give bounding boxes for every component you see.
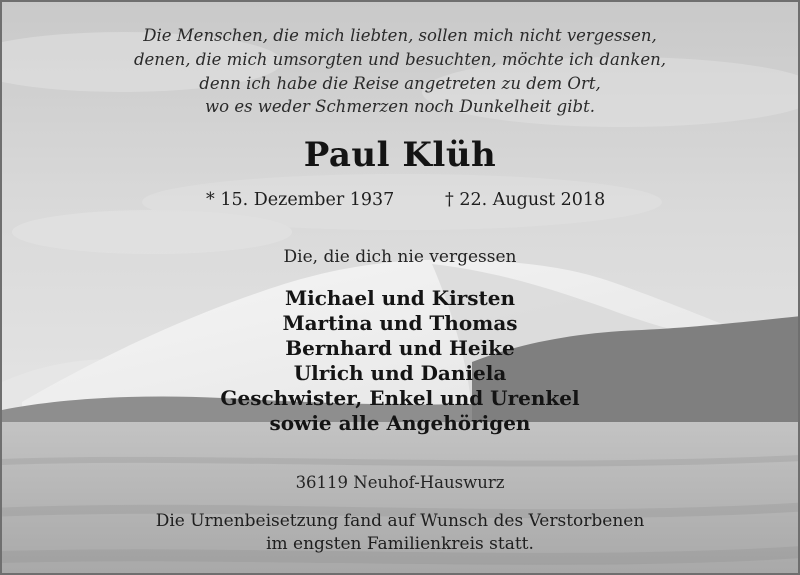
poem-line: denn ich habe die Reise angetreten zu dem Ort, <box>199 74 601 93</box>
poem-line: Die Menschen, die mich liebten, sollen mich nicht vergessen, <box>143 26 657 45</box>
deceased-name: Paul Klüh <box>303 135 497 175</box>
burial-note-line: Die Urnenbeisetzung fand auf Wunsch des Verstorbenen <box>155 511 645 531</box>
mourner-line: Bernhard und Heike <box>285 336 515 360</box>
burial-note-line: im engsten Familienkreis statt. <box>266 534 534 554</box>
mourner-line: Geschwister, Enkel und Urenkel <box>220 386 580 410</box>
mourner-line: sowie alle Angehörigen <box>269 411 531 435</box>
birth-date: * 15. Dezember 1937 <box>206 190 395 210</box>
mourner-line: Ulrich und Daniela <box>293 361 507 385</box>
poem-line: wo es weder Schmerzen noch Dunkelheit gibt. <box>205 97 595 116</box>
mourner-line: Michael und Kirsten <box>284 286 515 310</box>
residence-place: 36119 Neuhof-Hauswurz <box>295 473 505 492</box>
poem-line: denen, die mich umsorgten und besuchten, möchte ich danken, <box>133 50 667 69</box>
mourners-intro: Die, die dich nie vergessen <box>283 247 517 267</box>
mourner-line: Martina und Thomas <box>282 311 518 335</box>
death-date: † 22. August 2018 <box>445 190 606 210</box>
